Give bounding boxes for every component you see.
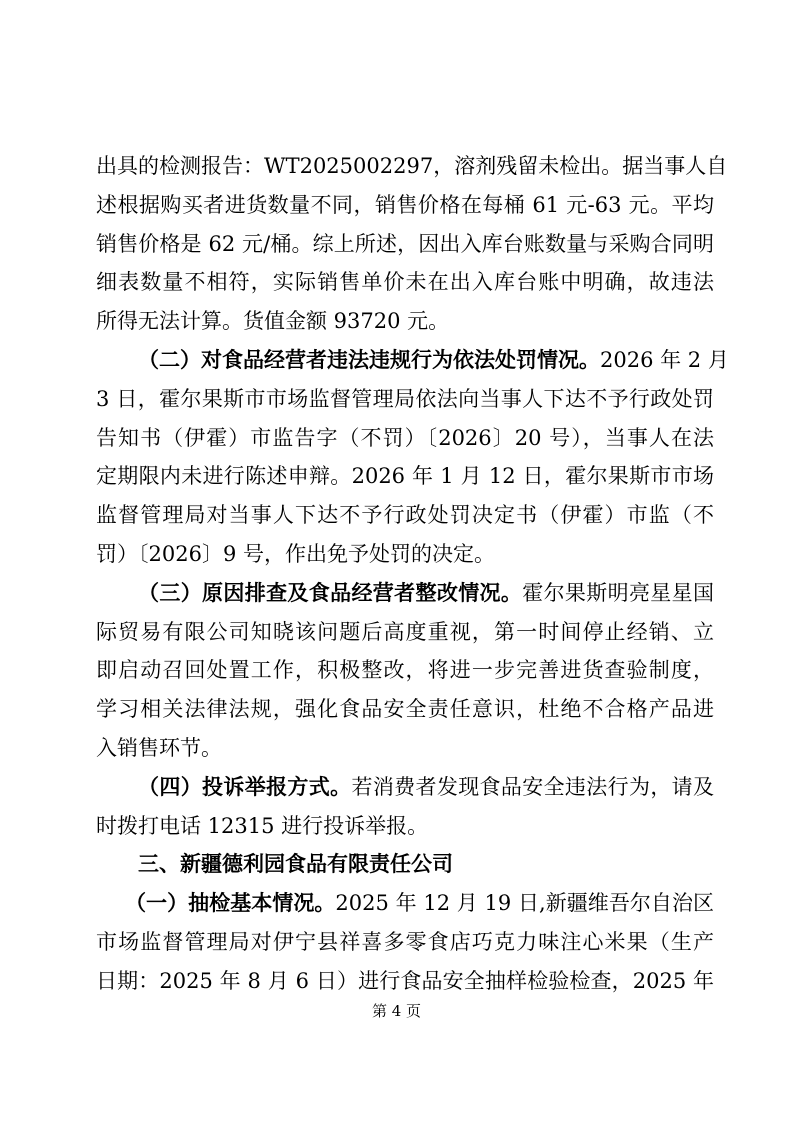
text-line: 定期限内未进行陈述申辩。2026 年 1 月 12 日，霍尔果斯市市场 <box>96 464 714 489</box>
text-line: 入销售环节。 <box>96 735 222 760</box>
paragraph-text: 2026 年 2 月 <box>600 347 729 372</box>
text-line: 即启动召回处置工作，积极整改，将进一步完善进货查验制度， <box>96 658 714 683</box>
paragraph-text: 若消费者发现食品安全违法行为，请及 <box>351 774 715 799</box>
text-line: 际贸易有限公司知晓该问题后高度重视，第一时间停止经销、立 <box>96 619 714 644</box>
paragraph-first-line <box>96 341 729 380</box>
text-line: 销售价格是 62 元/桶。综上所述，因出入库台账数量与采购合同明 <box>96 231 714 256</box>
text-line: 3 日，霍尔果斯市市场监督管理局依法向当事人下达不予行政处罚 <box>96 386 714 411</box>
page-number: 第 4 页 <box>371 1002 422 1020</box>
text-line: 日期：2025 年 8 月 6 日）进行食品安全抽样检验检查，2025 年 <box>96 968 714 993</box>
text-line: 市场监督管理局对伊宁县祥喜多零食店巧克力味注心米果（生产 <box>96 929 714 954</box>
paragraph-first-line <box>96 884 714 923</box>
text-line: 细表数量不相符，实际销售单价未在出入库台账中明确，故违法 <box>96 270 714 295</box>
text-line: 所得无法计算。货值金额 93720 元。 <box>96 309 450 334</box>
paragraph-lead: （二）对食品经营者违法违规行为依法处罚情况。 <box>138 346 600 372</box>
paragraph-lead: （一）抽检基本情况。 <box>125 890 336 916</box>
section-heading: 三、新疆德利园食品有限责任公司 <box>138 852 453 877</box>
body-text <box>96 147 729 1001</box>
text-line: 告知书（伊霍）市监告字（不罚）〔2026〕20 号），当事人在法 <box>96 425 714 450</box>
text-line: 监督管理局对当事人下达不予行政处罚决定书（伊霍）市监（不 <box>96 503 714 528</box>
paragraph-first-line <box>96 768 714 807</box>
paragraph-lead: （四）投诉举报方式。 <box>138 773 352 799</box>
paragraph-lead: （三）原因排查及食品经营者整改情况。 <box>138 579 523 605</box>
text-line: 出具的检测报告：WT2025002297，溶剂残留未检出。据当事人自 <box>96 154 728 178</box>
paragraph-text: 霍尔果斯明亮星星国 <box>522 580 715 605</box>
text-line: 罚）〔2026〕9 号，作出免予处罚的决定。 <box>96 541 495 566</box>
text-line: 述根据购买者进货数量不同，销售价格在每桶 61 元-63 元。平均 <box>96 192 714 217</box>
text-line: 时拨打电话 12315 进行投诉举报。 <box>96 813 429 838</box>
text-line: 学习相关法律法规，强化食品安全责任意识，杜绝不合格产品进 <box>96 697 714 722</box>
paragraph-first-line <box>96 574 714 613</box>
paragraph-text: 2025 年 12 月 19 日,新疆维吾尔自治区 <box>335 891 715 916</box>
